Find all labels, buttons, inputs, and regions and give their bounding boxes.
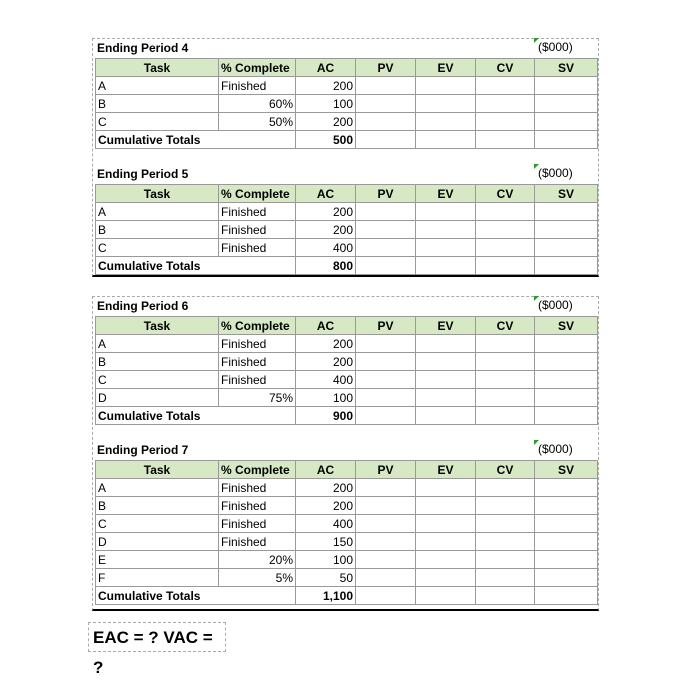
ev-cell[interactable] — [416, 533, 476, 551]
pv-cell[interactable] — [356, 335, 416, 353]
ev-cell[interactable] — [416, 335, 476, 353]
column-header: SV — [535, 461, 598, 479]
column-header: CV — [476, 461, 535, 479]
sv-cell[interactable] — [535, 113, 598, 131]
task-cell[interactable]: F — [96, 569, 219, 587]
sv-cell[interactable] — [535, 551, 598, 569]
ev-cell[interactable] — [416, 239, 476, 257]
header-row — [96, 461, 598, 479]
totals-label: Cumulative Totals — [96, 407, 296, 425]
ev-cell[interactable] — [416, 95, 476, 113]
sv-cell[interactable] — [535, 515, 598, 533]
task-cell[interactable]: B — [96, 497, 219, 515]
table-row — [96, 497, 598, 515]
sv-total-cell[interactable] — [535, 587, 598, 605]
ev-cell[interactable] — [416, 569, 476, 587]
totals-ac-cell[interactable]: 1,100 — [296, 587, 356, 605]
table-row — [96, 335, 598, 353]
percent-complete-cell[interactable]: Finished — [219, 371, 296, 389]
sv-total-cell[interactable] — [535, 407, 598, 425]
percent-complete-cell[interactable]: 60% — [219, 95, 296, 113]
sv-cell[interactable] — [535, 533, 598, 551]
cv-total-cell[interactable] — [476, 257, 535, 275]
unit-label: ($000) — [538, 166, 573, 180]
ev-cell[interactable] — [416, 113, 476, 131]
sv-cell[interactable] — [535, 371, 598, 389]
table-row — [96, 371, 598, 389]
unit-label: ($000) — [538, 40, 573, 54]
sv-total-cell[interactable] — [535, 257, 598, 275]
percent-complete-cell[interactable]: Finished — [219, 221, 296, 239]
column-header: Task — [96, 461, 219, 479]
totals-label: Cumulative Totals — [96, 257, 296, 275]
column-header: CV — [476, 59, 535, 77]
table-row — [96, 389, 598, 407]
ev-cell[interactable] — [416, 515, 476, 533]
percent-complete-cell[interactable]: 75% — [219, 389, 296, 407]
column-header: CV — [476, 185, 535, 203]
sv-cell[interactable] — [535, 569, 598, 587]
ac-cell[interactable]: 200 — [296, 203, 356, 221]
column-header: AC — [296, 59, 356, 77]
header-row — [96, 317, 598, 335]
ac-cell[interactable]: 400 — [296, 515, 356, 533]
pv-total-cell[interactable] — [356, 131, 416, 149]
pv-cell[interactable] — [356, 497, 416, 515]
task-cell[interactable]: D — [96, 389, 219, 407]
ac-cell[interactable]: 200 — [296, 113, 356, 131]
unit-label: ($000) — [538, 298, 573, 312]
table-row — [96, 479, 598, 497]
earned-value-table — [95, 58, 598, 149]
pv-cell[interactable] — [356, 533, 416, 551]
percent-complete-cell[interactable]: Finished — [219, 497, 296, 515]
column-header: % Complete — [219, 461, 296, 479]
ac-cell[interactable]: 200 — [296, 221, 356, 239]
percent-complete-cell[interactable]: Finished — [219, 515, 296, 533]
pv-total-cell[interactable] — [356, 407, 416, 425]
sv-cell[interactable] — [535, 239, 598, 257]
percent-complete-cell[interactable]: Finished — [219, 353, 296, 371]
column-header: SV — [535, 317, 598, 335]
percent-complete-cell[interactable]: Finished — [219, 533, 296, 551]
task-cell[interactable]: C — [96, 515, 219, 533]
task-cell[interactable]: E — [96, 551, 219, 569]
sv-cell[interactable] — [535, 77, 598, 95]
sv-cell[interactable] — [535, 497, 598, 515]
column-header: EV — [416, 461, 476, 479]
task-cell[interactable]: A — [96, 203, 219, 221]
percent-complete-cell[interactable]: 50% — [219, 113, 296, 131]
task-cell[interactable]: C — [96, 371, 219, 389]
ac-cell[interactable]: 100 — [296, 389, 356, 407]
table-row — [96, 533, 598, 551]
ev-cell[interactable] — [416, 353, 476, 371]
pv-cell[interactable] — [356, 203, 416, 221]
ac-cell[interactable]: 100 — [296, 95, 356, 113]
task-cell[interactable]: D — [96, 533, 219, 551]
ev-total-cell[interactable] — [416, 131, 476, 149]
sv-cell[interactable] — [535, 479, 598, 497]
sv-cell[interactable] — [535, 221, 598, 239]
cv-cell[interactable] — [476, 371, 535, 389]
totals-label: Cumulative Totals — [96, 131, 296, 149]
cv-cell[interactable] — [476, 533, 535, 551]
ev-total-cell[interactable] — [416, 257, 476, 275]
ac-cell[interactable]: 400 — [296, 239, 356, 257]
cv-cell[interactable] — [476, 479, 535, 497]
pv-cell[interactable] — [356, 569, 416, 587]
sv-cell[interactable] — [535, 335, 598, 353]
table-row — [96, 353, 598, 371]
cv-cell[interactable] — [476, 353, 535, 371]
ac-cell[interactable]: 150 — [296, 533, 356, 551]
sv-total-cell[interactable] — [535, 131, 598, 149]
pv-cell[interactable] — [356, 239, 416, 257]
pv-cell[interactable] — [356, 95, 416, 113]
cv-total-cell[interactable] — [476, 587, 535, 605]
percent-complete-cell[interactable]: 5% — [219, 569, 296, 587]
table-row — [96, 95, 598, 113]
column-header: SV — [535, 59, 598, 77]
cv-cell[interactable] — [476, 389, 535, 407]
table-row — [96, 221, 598, 239]
period-title: Ending Period 7 — [97, 443, 189, 457]
ev-cell[interactable] — [416, 203, 476, 221]
ac-cell[interactable]: 200 — [296, 335, 356, 353]
column-header: AC — [296, 317, 356, 335]
ev-cell[interactable] — [416, 479, 476, 497]
column-header: PV — [356, 59, 416, 77]
cv-cell[interactable] — [476, 569, 535, 587]
column-header: EV — [416, 317, 476, 335]
table-row — [96, 113, 598, 131]
ev-cell[interactable] — [416, 77, 476, 95]
column-header: AC — [296, 461, 356, 479]
percent-complete-cell[interactable]: Finished — [219, 203, 296, 221]
table-row — [96, 569, 598, 587]
table-row — [96, 203, 598, 221]
ev-cell[interactable] — [416, 389, 476, 407]
table-row — [96, 515, 598, 533]
column-header: CV — [476, 317, 535, 335]
ac-cell[interactable]: 200 — [296, 77, 356, 95]
totals-row — [96, 257, 598, 275]
earned-value-table — [95, 316, 598, 425]
task-cell[interactable]: B — [96, 95, 219, 113]
header-row — [96, 185, 598, 203]
sv-cell[interactable] — [535, 353, 598, 371]
ev-cell[interactable] — [416, 221, 476, 239]
ac-cell[interactable]: 100 — [296, 551, 356, 569]
column-header: Task — [96, 185, 219, 203]
cv-cell[interactable] — [476, 239, 535, 257]
cv-cell[interactable] — [476, 203, 535, 221]
ev-cell[interactable] — [416, 497, 476, 515]
ac-cell[interactable]: 200 — [296, 479, 356, 497]
column-header: % Complete — [219, 59, 296, 77]
task-cell[interactable]: B — [96, 353, 219, 371]
ev-total-cell[interactable] — [416, 587, 476, 605]
task-cell[interactable]: B — [96, 221, 219, 239]
task-cell[interactable]: C — [96, 239, 219, 257]
ac-cell[interactable]: 200 — [296, 353, 356, 371]
pv-cell[interactable] — [356, 551, 416, 569]
totals-ac-cell[interactable]: 500 — [296, 131, 356, 149]
ac-cell[interactable]: 50 — [296, 569, 356, 587]
ac-cell[interactable]: 400 — [296, 371, 356, 389]
percent-complete-cell[interactable]: 20% — [219, 551, 296, 569]
percent-complete-cell[interactable]: Finished — [219, 77, 296, 95]
column-header: PV — [356, 185, 416, 203]
column-header: AC — [296, 185, 356, 203]
cv-cell[interactable] — [476, 515, 535, 533]
column-header: EV — [416, 185, 476, 203]
pv-cell[interactable] — [356, 113, 416, 131]
period-title: Ending Period 5 — [97, 167, 189, 181]
earned-value-table — [95, 460, 598, 605]
sv-cell[interactable] — [535, 203, 598, 221]
task-cell[interactable]: A — [96, 335, 219, 353]
header-row — [96, 59, 598, 77]
pv-cell[interactable] — [356, 353, 416, 371]
cv-total-cell[interactable] — [476, 131, 535, 149]
totals-label: Cumulative Totals — [96, 587, 296, 605]
cv-total-cell[interactable] — [476, 407, 535, 425]
cv-cell[interactable] — [476, 95, 535, 113]
column-header: Task — [96, 317, 219, 335]
totals-ac-cell[interactable]: 800 — [296, 257, 356, 275]
sv-cell[interactable] — [535, 95, 598, 113]
cv-cell[interactable] — [476, 335, 535, 353]
column-header: % Complete — [219, 317, 296, 335]
cv-cell[interactable] — [476, 221, 535, 239]
percent-complete-cell[interactable]: Finished — [219, 239, 296, 257]
cv-cell[interactable] — [476, 551, 535, 569]
totals-ac-cell[interactable]: 900 — [296, 407, 356, 425]
earned-value-table — [95, 184, 598, 275]
totals-row — [96, 131, 598, 149]
column-header: SV — [535, 185, 598, 203]
pv-total-cell[interactable] — [356, 587, 416, 605]
column-header: EV — [416, 59, 476, 77]
percent-complete-cell[interactable]: Finished — [219, 335, 296, 353]
cv-cell[interactable] — [476, 113, 535, 131]
totals-row — [96, 587, 598, 605]
table-row — [96, 239, 598, 257]
totals-row — [96, 407, 598, 425]
column-header: PV — [356, 461, 416, 479]
table-row — [96, 551, 598, 569]
column-header: Task — [96, 59, 219, 77]
pv-cell[interactable] — [356, 515, 416, 533]
table-row — [96, 77, 598, 95]
sv-cell[interactable] — [535, 389, 598, 407]
cv-cell[interactable] — [476, 77, 535, 95]
pv-cell[interactable] — [356, 389, 416, 407]
ev-total-cell[interactable] — [416, 407, 476, 425]
pv-cell[interactable] — [356, 371, 416, 389]
task-cell[interactable]: C — [96, 113, 219, 131]
pv-total-cell[interactable] — [356, 257, 416, 275]
column-header: % Complete — [219, 185, 296, 203]
column-header: PV — [356, 317, 416, 335]
ev-cell[interactable] — [416, 371, 476, 389]
pv-cell[interactable] — [356, 221, 416, 239]
ev-cell[interactable] — [416, 551, 476, 569]
pv-cell[interactable] — [356, 479, 416, 497]
percent-complete-cell[interactable]: Finished — [219, 479, 296, 497]
ac-cell[interactable]: 200 — [296, 497, 356, 515]
task-cell[interactable]: A — [96, 479, 219, 497]
period-title: Ending Period 4 — [97, 41, 189, 55]
cv-cell[interactable] — [476, 497, 535, 515]
period-title: Ending Period 6 — [97, 299, 189, 313]
pv-cell[interactable] — [356, 77, 416, 95]
unit-label: ($000) — [538, 442, 573, 456]
task-cell[interactable]: A — [96, 77, 219, 95]
question-box: EAC = ? VAC = ? — [88, 622, 226, 652]
